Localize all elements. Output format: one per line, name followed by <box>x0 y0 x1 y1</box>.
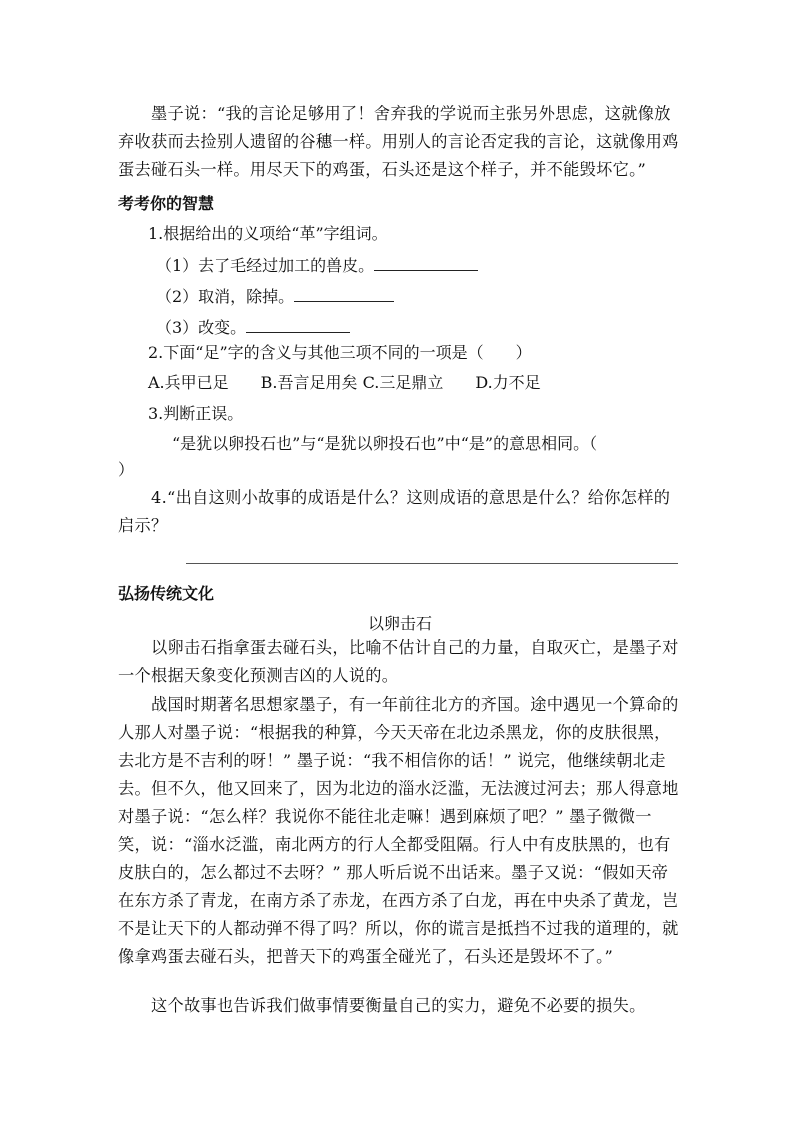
question-1-item-b <box>156 285 394 309</box>
question-4: 4.“出自这则小故事的成语是什么？这则成语的意思是什么？给你怎样的启示？ <box>118 488 671 535</box>
story-paragraph-3: 这个故事也告诉我们做事情要衡量自己的实力，避免不必要的损失。 <box>151 996 646 1015</box>
answer-blank[interactable] <box>294 285 394 302</box>
question-2: 2.下面“足”字的含义与其他三项不同的一项是（ ） <box>148 343 532 362</box>
question-1-item-a-text: （1）去了毛经过加工的兽皮。 <box>156 256 375 275</box>
question-1-item-a <box>156 254 478 278</box>
question-3-statement: “是犹以卵投石也”与“是犹以卵投石也”中“是”的意思相同。（ <box>172 434 598 453</box>
story-paragraph-2: 战国时期著名思想家墨子，有一年前往北方的齐国。途中遇见一个算命的人那人对墨子说：“根据我的种算，今天天帝在北边杀黑龙，你的皮肤很黑，去北方是不吉利的呀！” 墨子说：“我不相信你的话！” 说完，他继续朝北走去。但不久，他又回来了，因为北边的淄水泛滥，无法渡过河去；那人得意地对墨子说：“怎么样？我说你不能往北走嘛！遇到麻烦了吧？” 墨子微微一笑，说：“淄水泛滥，南北两方的行人全都受阻隔。行人中有皮肤黑的，也有皮肤白的，怎么都过不去呀？” 那人听后说不出话来。墨子又说：“假如天帝在东方杀了青龙，在南方杀了赤龙，在西方杀了白龙，再在中央杀了黄龙，岂不是让天下的人都动弹不得了吗？所以，你的谎言是抵挡不过我的道理的，就像拿鸡蛋去碰石头，把普天下的鸡蛋全碰光了，石头还是毁坏不了。” <box>118 695 679 966</box>
question-1-item-b-text: （2）取消，除掉。 <box>156 287 295 306</box>
question-1: 1.根据给出的义项给“革”字组词。 <box>148 224 388 243</box>
question-1-item-c <box>156 316 350 340</box>
question-1-item-c-text: （3）改变。 <box>156 318 247 337</box>
question-2-options: A.兵甲已足 B.吾言足用矣 C.三足鼎立 D.力不足 <box>148 373 541 392</box>
story-title: 以卵击石 <box>367 614 432 633</box>
answer-blank[interactable] <box>246 316 350 333</box>
question-3-closing-paren: ） <box>118 460 135 479</box>
answer-blank[interactable] <box>374 254 478 271</box>
story-paragraph-1: 以卵击石指拿蛋去碰石头，比喻不估计自己的力量，自取灭亡，是墨子对一个根据天象变化预测吉凶的人说的。 <box>118 638 679 685</box>
question-3: 3.判断正误。 <box>148 404 244 423</box>
quiz-heading: 考考你的智慧 <box>118 194 215 213</box>
culture-heading: 弘扬传统文化 <box>118 584 215 603</box>
answer-line[interactable] <box>186 563 678 564</box>
quote-paragraph: 墨子说：“我的言论足够用了！舍弃我的学说而主张另外思虑，这就像放弃收获而去捡别人遗留的谷穗一样。用别人的言论否定我的言论，这就像用鸡蛋去碰石头一样。用尽天下的鸡蛋，石头还是这个样子，并不能毁坏它。” <box>118 104 679 179</box>
